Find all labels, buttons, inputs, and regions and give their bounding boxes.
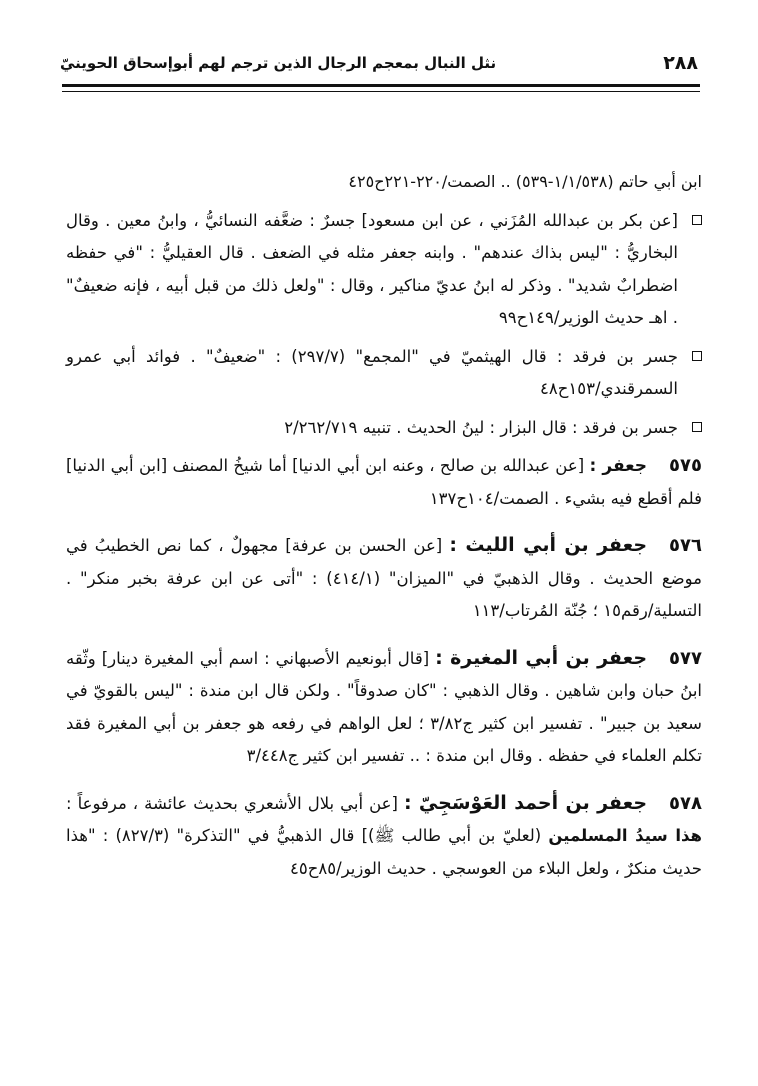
bullet-note-3-text: جسر بن فرقد : قال البزار : لينُ الحديث . تنبيه ٢/٢٦٢/٧١٩ bbox=[284, 417, 678, 437]
page-body bbox=[66, 166, 702, 891]
bullet-note-2 bbox=[66, 341, 702, 406]
entry-577 bbox=[66, 642, 702, 773]
entry-576 bbox=[66, 529, 702, 628]
entry-text: [عن عبدالله بن صالح ، وعنه ابن أبي الدنيا] أما شيخُ المصنف [ابن أبي الدنيا] فلم أقطع فيه بشيء . الصمت/١٠٤ح١٣٧ bbox=[66, 456, 702, 508]
checkbox-bullet-icon bbox=[692, 215, 702, 225]
entry-bold-phrase: هذا سيدُ المسلمين bbox=[548, 826, 702, 845]
lead-citation: ابن أبي حاتم (١/١/٥٣٨-٥٣٩) .. الصمت/٢٢٠-٢٢١ح٤٢٥ bbox=[348, 172, 702, 191]
entry-578 bbox=[66, 787, 702, 886]
entry-name: جعفر : bbox=[589, 456, 648, 476]
entry-number: ٥٧٨ bbox=[669, 792, 702, 814]
checkbox-bullet-icon bbox=[692, 351, 702, 361]
entry-number: ٥٧٦ bbox=[669, 535, 702, 556]
entry-text-continued: (لعليّ بن أبي طالب ﷺ)] قال الذهبيُّ في "التذكرة" (٨٢٧/٣) : "هذا حديث منكرٌ ، ولعل البلاء من العوسجي . حديث الوزير/٨٥ح٤٥ bbox=[66, 826, 702, 878]
bullet-note-2-text: جسر بن فرقد : قال الهيثميّ في "المجمع" (٢٩٧/٧) : "ضعيفٌ" . فوائد أبي عمرو السمرقندي/١٥٣ح٤٨ bbox=[66, 346, 678, 398]
entry-name: جعفر بن أبي المغيرة : bbox=[435, 646, 648, 669]
entry-text: [عن الحسن بن عرفة] مجهولٌ ، كما نص الخطيبُ في موضع الحديث . وقال الذهبيّ في "الميزان" (٤١٤/١) : "أتى عن ابن عرفة بخبر منكر" . التسلية/رقم١٥ ؛ جُنّة المُرتاب/١١٣ bbox=[66, 536, 702, 620]
entry-name: جعفر بن أحمد العَوْسَجِيّ : bbox=[403, 791, 648, 814]
bullet-note-1-text: [عن بكر بن عبدالله المُزَني ، عن ابن مسعود] جسرٌ : ضعَّفه النسائيُّ ، وابنُ معين . وقال البخاريُّ : "ليس بذاك عندهم" . وابنه جعفر مثله في الضعف . قال العقيليُّ : "في حفظه اضطرابٌ شديد" . وذكر له ابنُ عديّ مناكير ، وقال : "ولعل ذلك من قبل أبيه ، فإنه ضعيفٌ" . اهـ حديث الوزير/١٤٩ح٩٩ bbox=[66, 210, 678, 327]
entry-number: ٥٧٥ bbox=[669, 455, 702, 476]
entry-text: [عن أبي بلال الأشعري بحديث عائشة ، مرفوعاً : bbox=[66, 793, 404, 813]
entry-number: ٥٧٧ bbox=[669, 647, 702, 669]
bullet-note-1 bbox=[66, 205, 702, 335]
page-number: ٢٨٨ bbox=[663, 52, 698, 74]
entry-575 bbox=[66, 450, 702, 515]
page-header bbox=[60, 52, 698, 82]
checkbox-bullet-icon bbox=[692, 422, 702, 432]
entry-text: [قال أبونعيم الأصبهاني : اسم أبي المغيرة دينار] وثّقه ابنُ حبان وابن شاهين . وقال الذهبي : "كان صدوقاً" . ولكن قال ابن مندة : "ليس بالقويّ في سعيد بن جبير" . تفسير ابن كثير ج٣/٨٢ ؛ لعل الواهم في رفعه هو جعفر بن أبي المغيرة فقد تكلم العلماء في حفظه . وقال ابن مندة : .. تفسير ابن كثير ج٣/٤٤٨ bbox=[66, 648, 703, 765]
entry-name: جعفر بن أبي الليث : bbox=[449, 534, 648, 556]
running-title: نثل النبال بمعجم الرجال الذين ترجم لهم أبوإسحاق الحوينيّ bbox=[60, 54, 497, 72]
header-rule-thick bbox=[62, 84, 700, 87]
header-rule-thin bbox=[62, 91, 700, 92]
bullet-note-3 bbox=[66, 412, 702, 445]
